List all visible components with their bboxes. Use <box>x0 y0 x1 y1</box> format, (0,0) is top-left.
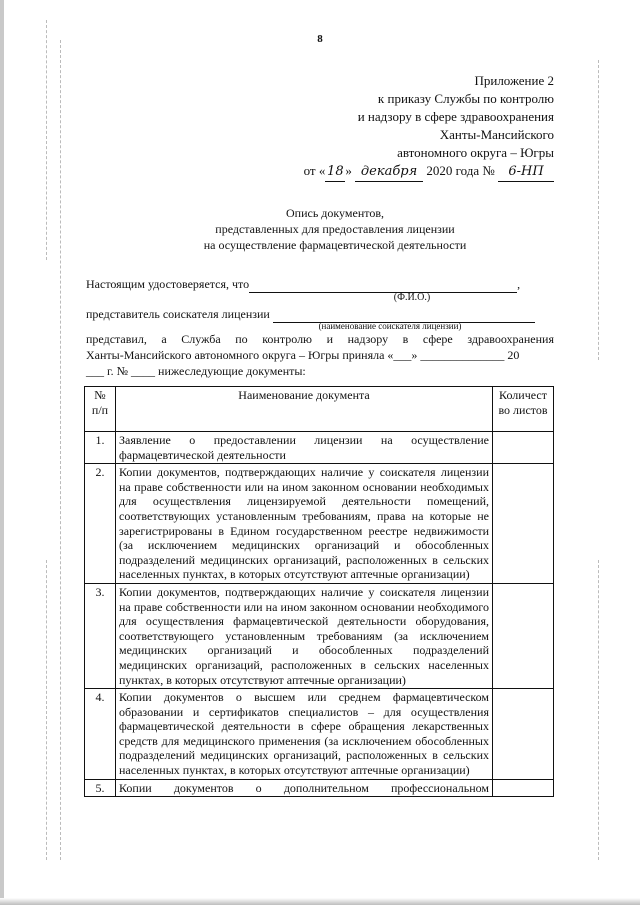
row-count <box>493 779 554 797</box>
header-name: Наименование документа <box>116 387 493 432</box>
table-row <box>85 583 554 688</box>
cert-para-line: представил, а Служба по контролю и надзору в сфере здравоохранения <box>86 332 554 346</box>
appendix-order-line: к приказу Службы по контролю <box>377 91 554 106</box>
appendix-order-line: и надзору в сфере здравоохранения <box>357 109 554 124</box>
cert-para-line: Ханты-Мансийского автономного округа – Югры приняла «___» ______________ 20 <box>86 348 520 362</box>
row-num: 5. <box>85 779 116 797</box>
row-text: Копии документов, подтверждающих наличие у соискателя лицензии на праве собственности или на ином законном основании необходимых для осуществления лицензируемой деятельности помещений, соответствующих установленным требованиям, права на которые не зарегистрированы в Едином государственном реестре недвижимости (за исключением медицинских организаций и обособленных подразделений медицинских организаций, расположенных в сельских населенных пунктах, в которых отсутствуют аптечные организации) <box>116 464 493 584</box>
scan-edge-left <box>0 0 4 905</box>
appendix-order-line: автономного округа – Югры <box>397 145 554 160</box>
fio-blank <box>249 276 517 293</box>
title-line: Опись документов, <box>285 206 384 220</box>
row-num: 3. <box>85 583 116 688</box>
header-num: № п/п <box>85 387 116 432</box>
row-text: Копии документов о дополнительном профессиональном <box>116 779 493 797</box>
row-num: 2. <box>85 464 116 584</box>
row-count <box>493 432 554 464</box>
order-number: 6-НП <box>498 163 554 182</box>
date-year: 2020 года № <box>426 163 495 178</box>
applicant-caption: (наименование соискателя лицензии) <box>318 321 462 331</box>
scan-artifact-line <box>46 560 47 860</box>
page-number: 8 <box>317 33 323 45</box>
row-text: Заявление о предоставлении лицензии на осуществление фармацевтической деятельности <box>116 432 493 464</box>
table-row <box>85 432 554 464</box>
date-month: декабря <box>355 163 423 182</box>
cert-line-1 <box>86 276 554 293</box>
row-count <box>493 689 554 780</box>
header-count: Количест во листов <box>493 387 554 432</box>
row-count <box>493 464 554 584</box>
fio-caption: (Ф.И.О.) <box>393 292 431 303</box>
row-num: 1. <box>85 432 116 464</box>
appendix-block <box>304 72 554 182</box>
row-count <box>493 583 554 688</box>
cert-comma: , <box>517 277 521 291</box>
scan-artifact-line <box>60 40 61 860</box>
date-day: 18 <box>325 163 345 182</box>
scan-artifact-line <box>598 60 599 360</box>
scan-edge-bottom <box>0 898 640 905</box>
table-row <box>85 689 554 780</box>
document-title <box>160 205 510 253</box>
title-line: на осуществление фармацевтической деятельности <box>203 238 467 252</box>
scan-artifact-line <box>598 560 599 860</box>
appendix-date-line <box>304 162 554 182</box>
row-num: 4. <box>85 689 116 780</box>
row-text: Копии документов, подтверждающих наличие у соискателя лицензии на праве собственности или на ином законном основании необходимого для осуществления фармацевтической деятельности оборудования, соответствующего установленным требованиям (за исключением медицинских организаций и обособленных подразделений медицинских организаций, расположенных в сельских населенных пунктах, в которых отсутствуют аптечные организации) <box>116 583 493 688</box>
cert-paragraph <box>86 331 554 379</box>
cert-intro: Настоящим удостоверяется, что <box>86 277 250 291</box>
documents-table <box>84 386 554 797</box>
date-mid: » <box>345 163 352 178</box>
table-row <box>85 464 554 584</box>
appendix-title: Приложение 2 <box>474 73 554 88</box>
appendix-order-line: Ханты-Мансийского <box>439 127 554 142</box>
date-prefix: от « <box>303 163 326 178</box>
table-header-row <box>85 387 554 432</box>
row-text: Копии документов о высшем или среднем фармацевтическом образовании и сертификатов специалистов – для осуществления фармацевтической деятельности в сфере обращения лекарственных средств для медицинского применения (за исключением обособленных подразделений медицинских организаций, расположенных в сельских населенных пунктах, в которых отсутствуют аптечные организации) <box>116 689 493 780</box>
cert-para-line: ___ г. № ____ нижеследующие документы: <box>86 364 306 378</box>
scan-artifact-line <box>46 20 47 260</box>
table-row <box>85 779 554 797</box>
applicant-label: представитель соискателя лицензии <box>86 307 270 321</box>
title-line: представленных для предоставления лицензии <box>215 222 455 236</box>
